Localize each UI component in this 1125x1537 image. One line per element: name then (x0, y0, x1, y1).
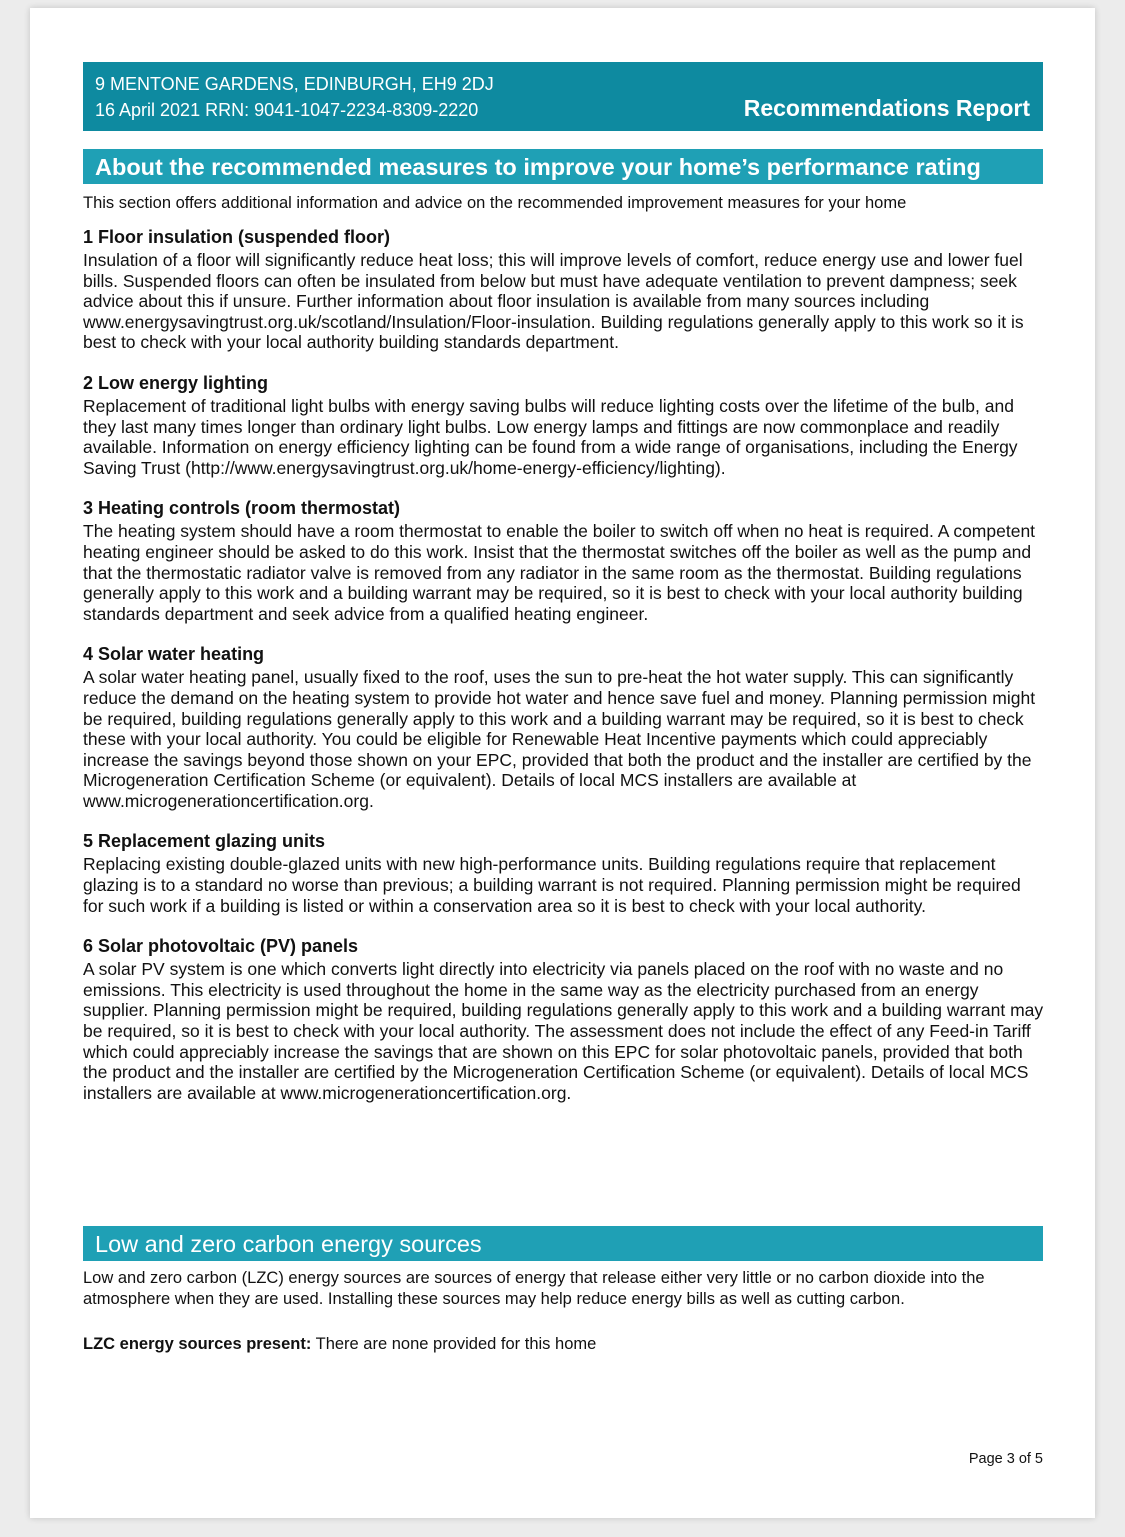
measure-title: 2 Low energy lighting (83, 372, 269, 393)
section-title: Low and zero carbon energy sources (95, 1231, 482, 1257)
measure-item (83, 643, 1045, 811)
measure-text: A solar water heating panel, usually fixed to the roof, uses the sun to pre-heat the hot water supply. This can significantly reduce the demand on the heating system to provide hot water and hence save fuel and money. Planning permission might be required, building regulations generally apply to this work and a building warrant may be required, so it is best to check these with your local authority. You could be eligible for Renewable Heat Incentive payments which could appreciably increase the savings beyond those shown on your EPC, provided that both the product and the installer are certified by the Microgeneration Certification Scheme (or equivalent). Details of local MCS installers are available at www.microgenerationcertification.org. (83, 667, 1036, 811)
measure-text: The heating system should have a room thermostat to enable the boiler to switch off when no heat is required. A competent heating engineer should be asked to do this work. Insist that the thermostat switches off the boiler as well as the pump and that the thermostatic radiator valve is removed from any radiator in the same room as the thermostat. Building regulations generally apply to this work and a building warrant may be required, so it is best to check with your local authority building standards department and seek advice from a qualified heating engineer. (83, 521, 1036, 624)
measure-item (83, 372, 1045, 478)
measure-title: 6 Solar photovoltaic (PV) panels (83, 936, 359, 957)
measure-item (83, 226, 1045, 353)
report-header (83, 62, 1043, 131)
measure-title: 3 Heating controls (room thermostat) (83, 498, 401, 519)
section-heading-recommended-measures (83, 149, 1043, 184)
lzc-present-line (83, 1333, 1043, 1355)
measure-text: Replacing existing double-glazed units with new high-performance units. Building regulations require that replacement glazing is to a standard no worse than previous; a building warrant is not required. Planning permission might be required for such work if a building is listed or within a conservation area so it is best to check with your local authority. (83, 854, 1021, 916)
property-address: 9 MENTONE GARDENS, EDINBURGH, EH9 2DJ (95, 74, 494, 94)
section-title: About the recommended measures to improve your home’s performance rating (95, 154, 981, 180)
measure-item (83, 935, 1045, 1103)
section-heading-lzc (83, 1226, 1043, 1261)
section-intro: This section offers additional information and advice on the recommended improvement measures for your home (83, 194, 907, 212)
page-number: Page 3 of 5 (968, 1451, 1043, 1467)
lzc-present-label: LZC energy sources present: (83, 1335, 312, 1353)
measures-list (83, 226, 1045, 1122)
report-date-rrn: 16 April 2021 RRN: 9041-1047-2234-8309-2220 (95, 100, 479, 120)
lzc-description: Low and zero carbon (LZC) energy sources are sources of energy that release either very little or no carbon dioxide into the atmosphere when they are used. Installing these sources may help reduce energy bills as well as cutting carbon. (83, 1269, 985, 1308)
lzc-present-value: There are none provided for this home (315, 1335, 597, 1353)
measure-title: 1 Floor insulation (suspended floor) (83, 227, 391, 247)
measure-title: 4 Solar water heating (83, 644, 265, 665)
measure-text: A solar PV system is one which converts light directly into electricity via panels placed on the roof with no waste and no emissions. This electricity is used throughout the home in the same way as the electricity purchased from an energy supplier. Planning permission might be required, building regulations generally apply to this work and a building warrant may be required, so it is best to check with your local authority. The assessment does not include the effect of any Feed-in Tariff which could appreciably increase the savings that are shown on this EPC for solar photovoltaic panels, provided that both the product and the installer are certified by the Microgeneration Certification Scheme (or equivalent). Details of local MCS installers are available at www.microgenerationcertification.org. (83, 959, 1044, 1103)
document-page (30, 8, 1095, 1518)
measure-title: 5 Replacement glazing units (83, 831, 326, 852)
measure-text: Replacement of traditional light bulbs with energy saving bulbs will reduce lighting costs over the lifetime of the bulb, and they last many times longer than ordinary light bulbs. Low energy lamps and fittings are now commonplace and readily available. Information on energy efficiency lighting can be found from a wide range of organisations, including the Energy Saving Trust (http://www.energysavingtrust.org.uk/home-energy-efficiency/lighting). (83, 395, 1018, 478)
measure-item (83, 830, 1045, 916)
measure-item (83, 497, 1045, 624)
measure-text: Insulation of a floor will significantly reduce heat loss; this will improve levels of comfort, reduce energy use and lower fuel bills. Suspended floors can often be insulated from below but must have adequate ventilation to prevent dampness; seek advice about this if unsure. Further information about floor insulation is available from many sources including www.energysavingtrust.org.uk/scotland/Insulation/Floor-insulation. Building regulations generally apply to this work so it is best to check with your local authority building standards department. (83, 250, 1024, 353)
report-title: Recommendations Report (743, 95, 1030, 121)
